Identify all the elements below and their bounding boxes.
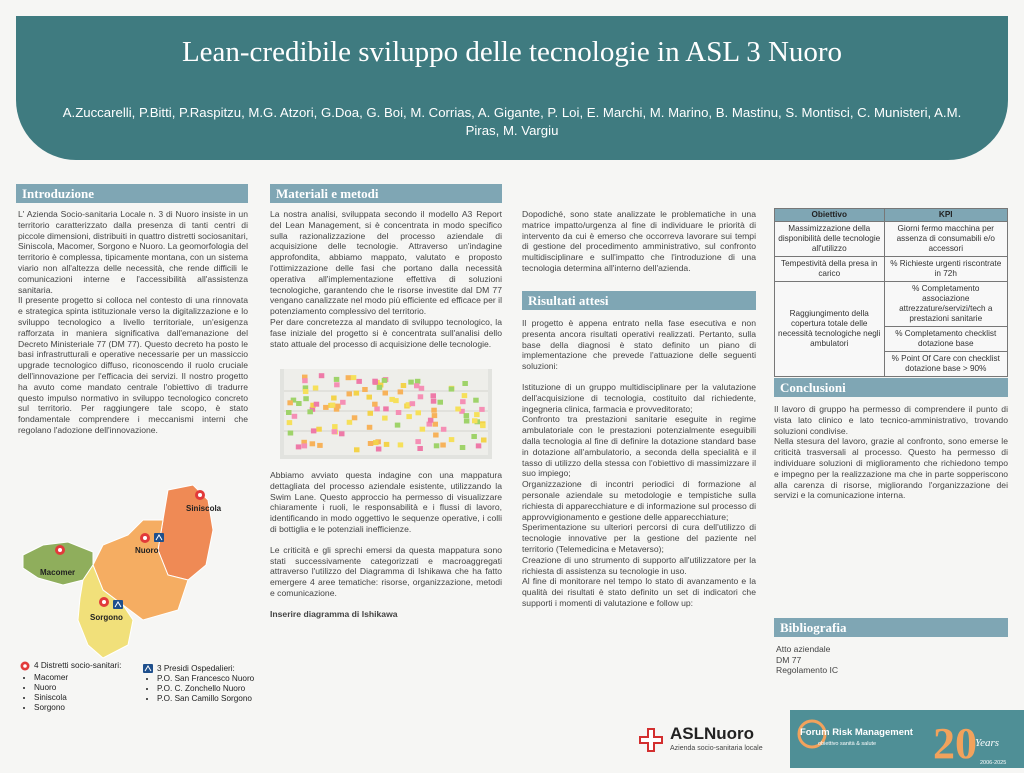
sticky-note [434,443,440,448]
risultati-paragraph-5: Sperimentazione su ulteriori percorsi di cura dell'utilizzo di tecnologie innovative per la gestione del paziente nel territorio (Telemedicina e Metaverso); [522,522,756,554]
sticky-note [449,437,455,442]
sticky-note [335,404,341,409]
sticky-note [479,407,485,412]
sticky-note [395,423,401,428]
frm-years-label: Years [975,737,1000,749]
sticky-note [372,402,378,407]
kpi-cell-obiettivo: Massimizzazione della disponibilità delle tecnologie all'utilizzo [775,222,885,257]
introduzione-text [18,209,248,436]
pin-siniscola-icon [195,490,205,500]
map-label-siniscola: Siniscola [186,504,222,513]
sticky-note [440,443,446,448]
sticky-note [406,414,412,419]
pin-macomer-icon [55,545,65,555]
hospital-nuoro-icon [154,533,164,542]
kpi-cell-kpi: % Richieste urgenti riscontrate in 72h [884,257,1008,282]
legend-hospital-item: • P.O. San Francesco Nuoro [157,674,263,684]
sticky-note [287,400,293,405]
sticky-note [351,375,357,380]
sticky-note [464,413,470,418]
legend-pin-icon [20,661,30,673]
sticky-note [438,400,444,405]
sticky-note [418,394,424,399]
sticky-note [480,423,486,428]
sticky-note [384,442,390,447]
map-label-macomer: Macomer [40,568,76,577]
sticky-note [334,382,340,387]
section-heading-materiali: Materiali e metodi [270,184,502,203]
legend-hospital-icon [143,664,153,674]
sticky-note [373,440,379,445]
sticky-note [313,386,319,391]
legend-districts [20,661,148,713]
kpi-cell-obiettivo: Raggiungimento della copertura totale delle necessità tecnologiche negli ambulatori [775,282,885,377]
frm-20-number: 20 [933,719,977,768]
sticky-note [368,441,374,446]
sticky-note [317,443,323,448]
sticky-note [330,403,336,408]
sticky-note [382,416,388,421]
sticky-note [408,380,414,385]
kpi-cell-obiettivo: Tempestività della presa in carico [775,257,885,282]
materiali-paragraph-4: Le criticità e gli sprechi emersi da questa mappatura sono stati successivamente categorizzati e macroaggregati attraverso l'utilizzo del Diagramma di Ishikawa che ha fatto emergere 4 aree tematiche: risorse, organizzazione, metodi e comunicazione. [270,544,502,598]
list-item: Regolamento IC [776,665,839,675]
kpi-header-obiettivo: Obiettivo [775,209,885,222]
sticky-note [296,444,302,449]
sticky-note [331,396,337,401]
sticky-note [476,443,482,448]
district-map [18,480,258,660]
legend-district-item: • Sorgono [34,703,148,713]
table-row [775,222,1008,257]
risultati-paragraph-4: Organizzazione di incontri periodici di formazione al personale aziendale su metodologie e tempistiche sulla richiesta di apparecchiature e di informazione sul processo di approvvigionamento e gestione delle apparecchiature; [522,479,756,522]
authors: A.Zuccarelli, P.Bitti, P.Raspitzu, M.G. Atzori, G.Doa, G. Boi, M. Corrias, A. Gigante, P. Loi, E. Marchi, M. Marino, B. Mastinu, S. Montisci, C. Munisteri, A.M. Piras, M. Vargiu [62,105,962,138]
kpi-cell-kpi: % Point Of Care con checklist dotazione base > 90% [884,352,1008,377]
sticky-note [428,418,434,423]
kpi-cell-kpi: Giorni fermo macchina per assenza di consumabili e/o accessori [884,222,1008,257]
pin-nuoro-icon [140,533,150,543]
risultati-paragraph-2: Istituzione di un gruppo multidisciplinare per la valutazione dell'acquisizione di tecnologia, costituito dal richiedente, ingegneria clinica, farmacia e provveditorato; [522,381,756,414]
sticky-note [372,379,378,384]
sticky-note [288,431,294,436]
sticky-note [433,433,439,438]
frm-year-range: 2006-2025 [980,760,1007,766]
sticky-note [334,377,340,382]
map-label-nuoro: Nuoro [135,546,159,555]
sticky-note [296,401,302,406]
section-heading-risultati: Risultati attesi [522,291,756,310]
sticky-note [471,434,477,439]
legend-hospitals [143,664,263,704]
sticky-note [415,379,421,384]
legend-hospital-item: • P.O. San Camillo Sorgono [157,694,263,704]
legend-district-item: • Siniscola [34,693,148,703]
conclusioni-paragraph-2: Nella stesura del lavoro, grazie al confronto, sono emerse le criticità trasversali al processo. Questo ha permesso di individuare soluzioni di miglioramento che richiedono tempo e impegno per la realizzazione ma che in parte sopperiscono alla carenza di risorse, migliorando l'organizzazione dei servizi e la comunicazione interna. [774,436,1008,501]
sticky-note [481,438,487,443]
risultati-paragraph-6: Creazione di uno strumento di supporto all'utilizzatore per la richiesta di assistenza su tecnologie in uso. [522,554,756,576]
poster-title: Lean-credibile sviluppo delle tecnologie in ASL 3 Nuoro [181,36,843,68]
risultati-paragraph-7: Al fine di monitorare nel tempo lo stato di avanzamento e la qualità dei risultati è stato definito un set di indicatori che supporti i momenti di valutazione e follow up: [522,576,756,608]
section-heading-bibliografia: Bibliografia [774,618,1008,637]
legend-district-item: • Nuoro [34,683,148,693]
kpi-cell-kpi: % Completamento associazione attrezzature/servizi/tech a prestazioni sanitarie [884,282,1008,327]
sticky-note [415,439,421,444]
sticky-note [431,399,437,404]
sticky-note [346,375,352,380]
legend-hospitals-title: 3 Presidi Ospedalieri: [157,664,235,673]
introduzione-paragraph-2: Il presente progetto si colloca nel contesto di una rinnovata e strategica spinta istituzionale verso la digitalizzazione e lo sviluppo tecnologico a livello territoriale, un'esigenza rafforzata in maniera significativa dall'emanazione del Decreto Ministeriale 77 (DM 77). Questo decreto ha posto le basi infrastrutturali e operative necessarie per un massiccio upgrade tecnologico diffuso, riconoscendo il ruolo cruciale dell'innovazione per l'efficacia dei servizi. Il nostro progetto ha avuto come mandato centrale l'obiettivo di tradurre questo impulso normativo in sviluppo tecnologico concreto sul territorio. Per raggiungere tale scopo, è stato fondamentale comprendere i meccanismi interni che regolano l'adozione dell'innovazione. [18,295,248,435]
sticky-note [398,442,404,447]
section-heading-conclusioni: Conclusioni [774,378,1008,397]
pin-sorgono-icon [99,597,109,607]
legend-districts-title: 4 Distretti socio-sanitari: [34,661,122,670]
sticky-note [367,395,373,400]
sticky-note [410,401,416,406]
sticky-note [287,420,293,425]
sticky-note [332,429,338,434]
sticky-note [319,373,325,378]
map-label-sorgono: Sorgono [90,613,123,622]
kpi-header-kpi: KPI [884,209,1008,222]
section-heading-introduzione: Introduzione [16,184,248,203]
sticky-note [420,427,426,432]
sticky-note [311,428,317,433]
sticky-note [323,405,329,410]
sticky-note [367,425,373,430]
sticky-note [376,447,382,452]
frm-title: Forum Risk Management [800,727,913,738]
materiali-paragraph-3: Abbiamo avviato questa indagine con una mappatura dettagliata del processo aziendale esistente, utilizzando la Swim Lane. Questo approccio ha permesso di visualizzare chiaramente i ruoli, le responsabilità e i flussi di lavoro, identificando in modo oggettivo le sequenze operative, i colli di bottiglia e le potenziali inefficienze. [270,470,502,534]
sticky-note [352,415,358,420]
sticky-note [462,393,468,398]
sticky-note [473,398,479,403]
swim-lane-photo [280,369,492,459]
sticky-note [302,378,308,383]
district-siniscola-shape [158,485,213,580]
list-item: Atto aziendale [776,644,831,654]
sticky-note [307,409,313,414]
sticky-note [389,397,395,402]
materiali-text-bottom [270,470,502,620]
materiali-ishikawa-note: Inserire diagramma di Ishikawa [270,608,398,619]
legend-hospital-item: • P.O. C. Zonchello Nuoro [157,684,263,694]
sticky-note [383,406,389,411]
conclusioni-text [774,404,1008,501]
sticky-note [310,441,316,446]
sticky-note [377,385,383,390]
sticky-note [354,447,360,452]
sticky-note [417,446,423,451]
sticky-note [462,381,468,386]
asl-logo-name: ASLNuoro [670,724,755,743]
sticky-note [286,410,292,415]
sticky-note [339,431,345,436]
sticky-note [416,410,422,415]
kpi-table-header-row [775,209,1008,222]
conclusioni-paragraph-1: Il lavoro di gruppo ha permesso di comprendere il punto di vista lato clinico e lato tecnico-amministrativo, trovando soluzioni condivise. [774,404,1008,436]
sticky-note [303,396,309,401]
frm-subtitle: obiettivo sanità & salute [818,741,877,747]
legend-district-item: • Macomer [34,673,148,683]
sticky-note [431,393,437,398]
col3-intro-text [522,209,756,274]
sticky-note [292,414,298,419]
sticky-note [419,386,425,391]
materiali-paragraph-1: La nostra analisi, sviluppata secondo il modello A3 Report del Lean Management, si è concentrata in modo specifico sulla razionalizzazione del processo aziendale di acquisizione delle tecnologie. Attraverso un'indagine approfondita, abbiamo mappato, valutato e proposto l'ottimizzazione delle fasi che portano dalla necessità operativa all'implementazione effettiva di soluzioni tecnologiche, garantendo che le risorse investite dal DM 77 vengano canalizzate nel modo più efficiente ed efficace per il potenziamento complessivo del territorio. [270,209,502,317]
col3-paragraph-1: Dopodiché, sono state analizzate le problematiche in una matrice impatto/urgenza al fine di individuare le priorità di intervento da cui è emerso che occorreva lavorare sui tempi di gestione del procedimento amministrativo, sul confronto multidisciplinare e sull'impatto che l'introduzione di una tecnologia determina all'interno dell'azienda. [522,209,756,273]
sticky-note [340,400,346,405]
sticky-note [303,389,309,394]
header-banner [16,16,1008,160]
list-item: DM 77 [776,654,802,665]
risultati-paragraph-1: Il progetto è appena entrato nella fase esecutiva e non presenta ancora risultati operativi realizzati. Pertanto, sulla base della diagnosi è stato definito un piano di implementazione che prevede l'attuazione delle seguenti soluzioni: [522,318,756,372]
sticky-note [354,391,360,396]
materiali-text-top [270,209,502,349]
sticky-note [441,427,447,432]
sticky-note [382,378,388,383]
sticky-note [302,443,308,448]
sticky-notes-board-image [280,369,492,459]
kpi-table [774,208,1008,377]
table-row [775,282,1008,327]
sticky-note [316,427,322,432]
table-row [775,257,1008,282]
sticky-note [431,408,437,413]
sticky-note [347,391,353,396]
asl-logo-subtitle: Azienda socio-sanitaria locale [670,745,763,752]
sticky-note [460,445,466,450]
sticky-note [449,387,455,392]
bibliografia-list [776,644,1006,676]
sticky-note [396,410,402,415]
sticky-note [401,383,407,388]
sticky-note [455,407,461,412]
sticky-note [314,402,320,407]
sticky-note [362,387,368,392]
sticky-note [347,420,353,425]
materiali-paragraph-2: Per dare concretezza al mandato di sviluppo tecnologico, la fase iniziale del progetto si è concentrata sull'analisi dello stato attuale del processo di acquisizione delle tecnologie. [270,316,502,349]
sticky-note [432,413,438,418]
sticky-note [374,406,380,411]
risultati-paragraph-3: Confronto tra prestazioni sanitarie eseguite in regime ambulatoriale con le prestazioni potenzialmente eseguibili dalla tecnologia al fine di definire la dotazione standard base in dotazione all'ambulatorio, a seconda della specialità e il tasso di utilizzo della stessa con l'obiettivo di massimizzare il suo impiego; [522,414,756,479]
risultati-text [522,318,756,609]
sticky-note [356,379,362,384]
sticky-note [472,418,478,423]
sticky-note [414,383,420,388]
hospital-sorgono-icon [113,600,123,609]
sticky-note [383,391,389,396]
kpi-cell-kpi: % Completamento checklist dotazione base [884,327,1008,352]
sticky-note [332,424,338,429]
introduzione-paragraph-1: L' Azienda Socio-sanitaria Locale n. 3 di Nuoro insiste in un territorio caratterizzato dalla presenza di tanti centri di piccole dimensioni, distribuiti in quattro distretti sociosanitari, Siniscola, Macomer, Sorgono e Nuoro. La geomorfologia del territorio è complessa, tipicamente montana, con un sistema viario non all'altezza delle necessità, che rende difficili le comunicazioni interne e l'accessibilità all'assistenza sanitaria. [18,209,248,295]
sticky-note [460,399,466,404]
asl-logo-icon [638,726,664,754]
sticky-note [464,419,470,424]
sticky-note [474,412,480,417]
sticky-note [368,411,374,416]
sticky-note [398,389,404,394]
